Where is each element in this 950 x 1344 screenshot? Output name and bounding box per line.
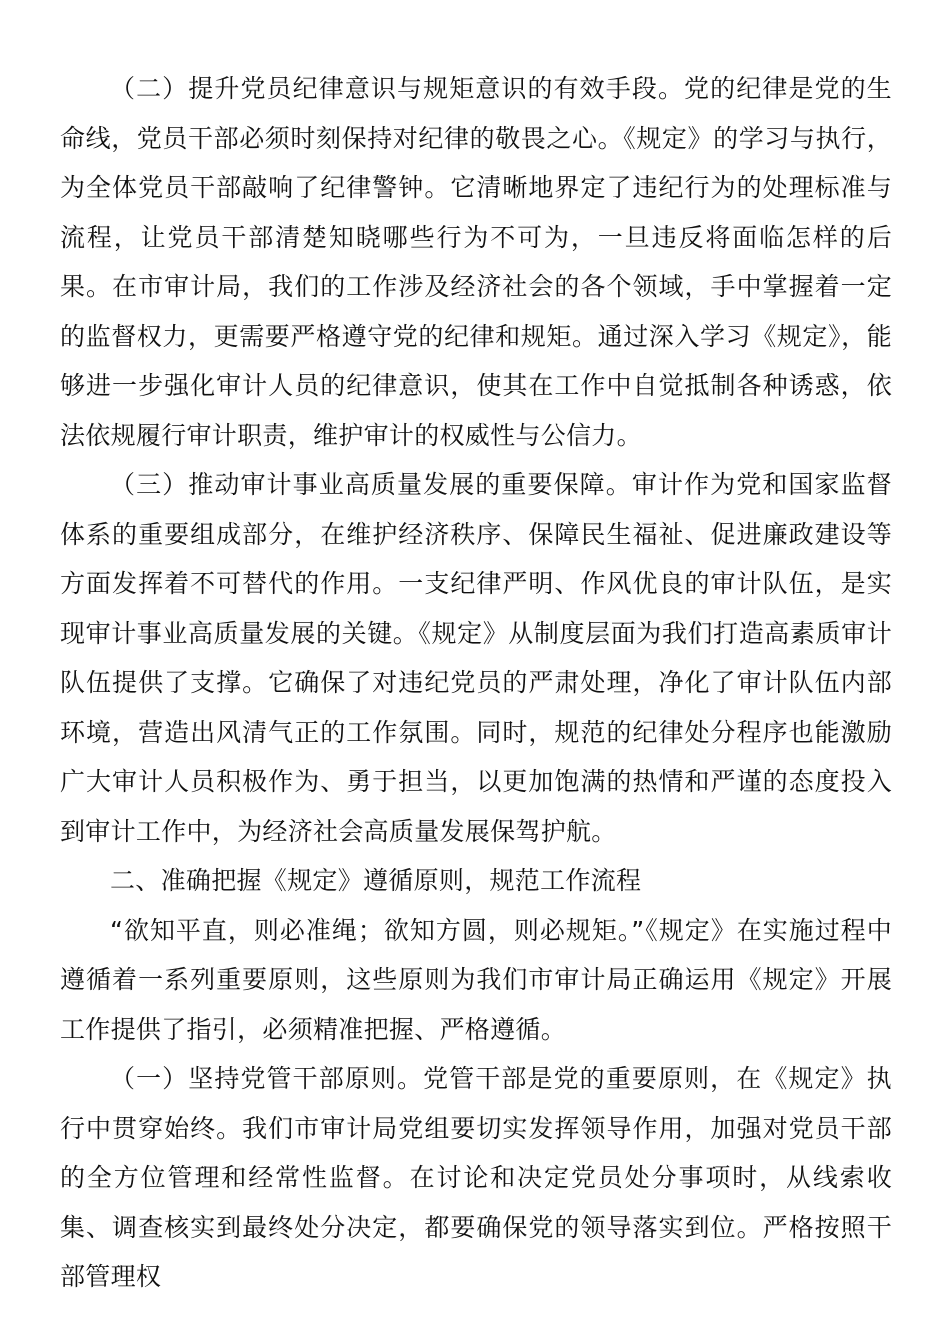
paragraph-quote-intro: “欲知平直，则必准绳；欲知方圆，则必规矩。”《规定》在实施过程中遵循着一系列重要原则，这些原则为我们市审计局正确运用《规定》开展工作提供了指引，必须精准把握、严格遵循。: [60, 915, 892, 1044]
section-heading-2: 二、准确把握《规定》遵循原则，规范工作流程: [110, 866, 642, 895]
document-body: [60, 64, 892, 1302]
paragraph-principle-1: （一）坚持党管干部原则。党管干部是党的重要原则，在《规定》执行中贯穿始终。我们市审计局党组要切实发挥领导作用，加强对党员干部的全方位管理和经常性监督。在讨论和决定党员处分事项时，从线索收集、调查核实到最终处分决定，都要确保党的领导落实到位。严格按照干部管理权: [60, 1064, 892, 1291]
paragraph-section-2-2: （二）提升党员纪律意识与规矩意识的有效手段。党的纪律是党的生命线，党员干部必须时刻保持对纪律的敬畏之心。《规定》的学习与执行，为全体党员干部敲响了纪律警钟。它清晰地界定了违纪行为的处理标准与流程，让党员干部清楚知晓哪些行为不可为，一旦违反将面临怎样的后果。在市审计局，我们的工作涉及经济社会的各个领域，手中掌握着一定的监督权力，更需要严格遵守党的纪律和规矩。通过深入学习《规定》，能够进一步强化审计人员的纪律意识，使其在工作中自觉抵制各种诱惑，依法依规履行审计职责，维护审计的权威性与公信力。: [60, 74, 892, 450]
paragraph-section-2-3: （三）推动审计事业高质量发展的重要保障。审计作为党和国家监督体系的重要组成部分，在维护经济秩序、保障民生福祉、促进廉政建设等方面发挥着不可替代的作用。一支纪律严明、作风优良的审计队伍，是实现审计事业高质量发展的关键。《规定》从制度层面为我们打造高素质审计队伍提供了支撑。它确保了对违纪党员的严肃处理，净化了审计队伍内部环境，营造出风清气正的工作氛围。同时，规范的纪律处分程序也能激励广大审计人员积极作为、勇于担当，以更加饱满的热情和严谨的态度投入到审计工作中，为经济社会高质量发展保驾护航。: [60, 470, 892, 846]
